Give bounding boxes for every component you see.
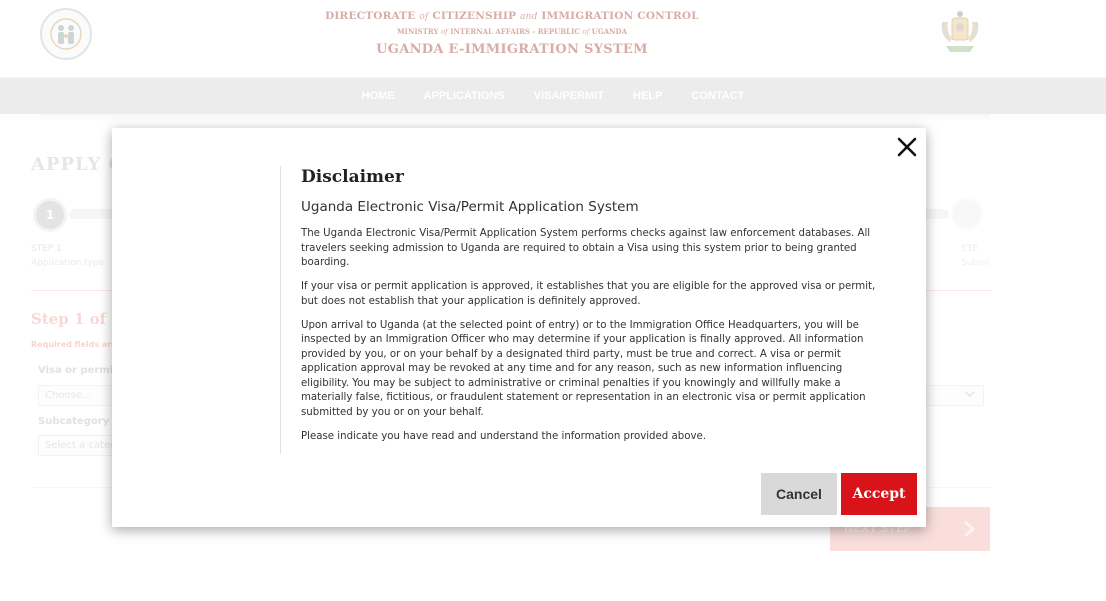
close-icon xyxy=(894,134,920,160)
disclaimer-paragraph: Please indicate you have read and understand the information provided above. xyxy=(301,430,706,442)
accept-button[interactable]: Accept xyxy=(841,473,917,515)
close-button[interactable] xyxy=(894,134,920,160)
modal-title: Disclaimer xyxy=(301,167,404,187)
modal-divider xyxy=(280,166,281,454)
modal-body xyxy=(301,227,886,454)
disclaimer-paragraph: The Uganda Electronic Visa/Permit Application System performs checks against law enforcement databases. All travelers seeking admission to Uganda are required to obtain a Visa using this system prior to being granted boarding. xyxy=(301,228,871,268)
disclaimer-paragraph: If your visa or permit application is approved, it establishes that you are eligible for the approved visa or permit, but does not establish that your application is definitely approved. xyxy=(301,281,876,307)
disclaimer-modal xyxy=(112,128,926,527)
cancel-button[interactable]: Cancel xyxy=(761,473,837,515)
modal-subtitle: Uganda Electronic Visa/Permit Application System xyxy=(301,199,639,215)
disclaimer-paragraph: Upon arrival to Uganda (at the selected point of entry) or to the Immigration Office Headquarters, you will be inspected by an Immigration Officer who may determine if your application is finally approved. All information provided by you, or on your behalf by a designated third party, must be true and correct. A visa or permit application approval may be revoked at any time and for any reason, such as new information influencing eligibility. You may be subject to administrative or criminal penalties if you knowingly and willfully make a materially false, fictitious, or fraudulent statement or representation in an electronic visa or permit application submitted by you or on your behalf. xyxy=(301,319,866,418)
